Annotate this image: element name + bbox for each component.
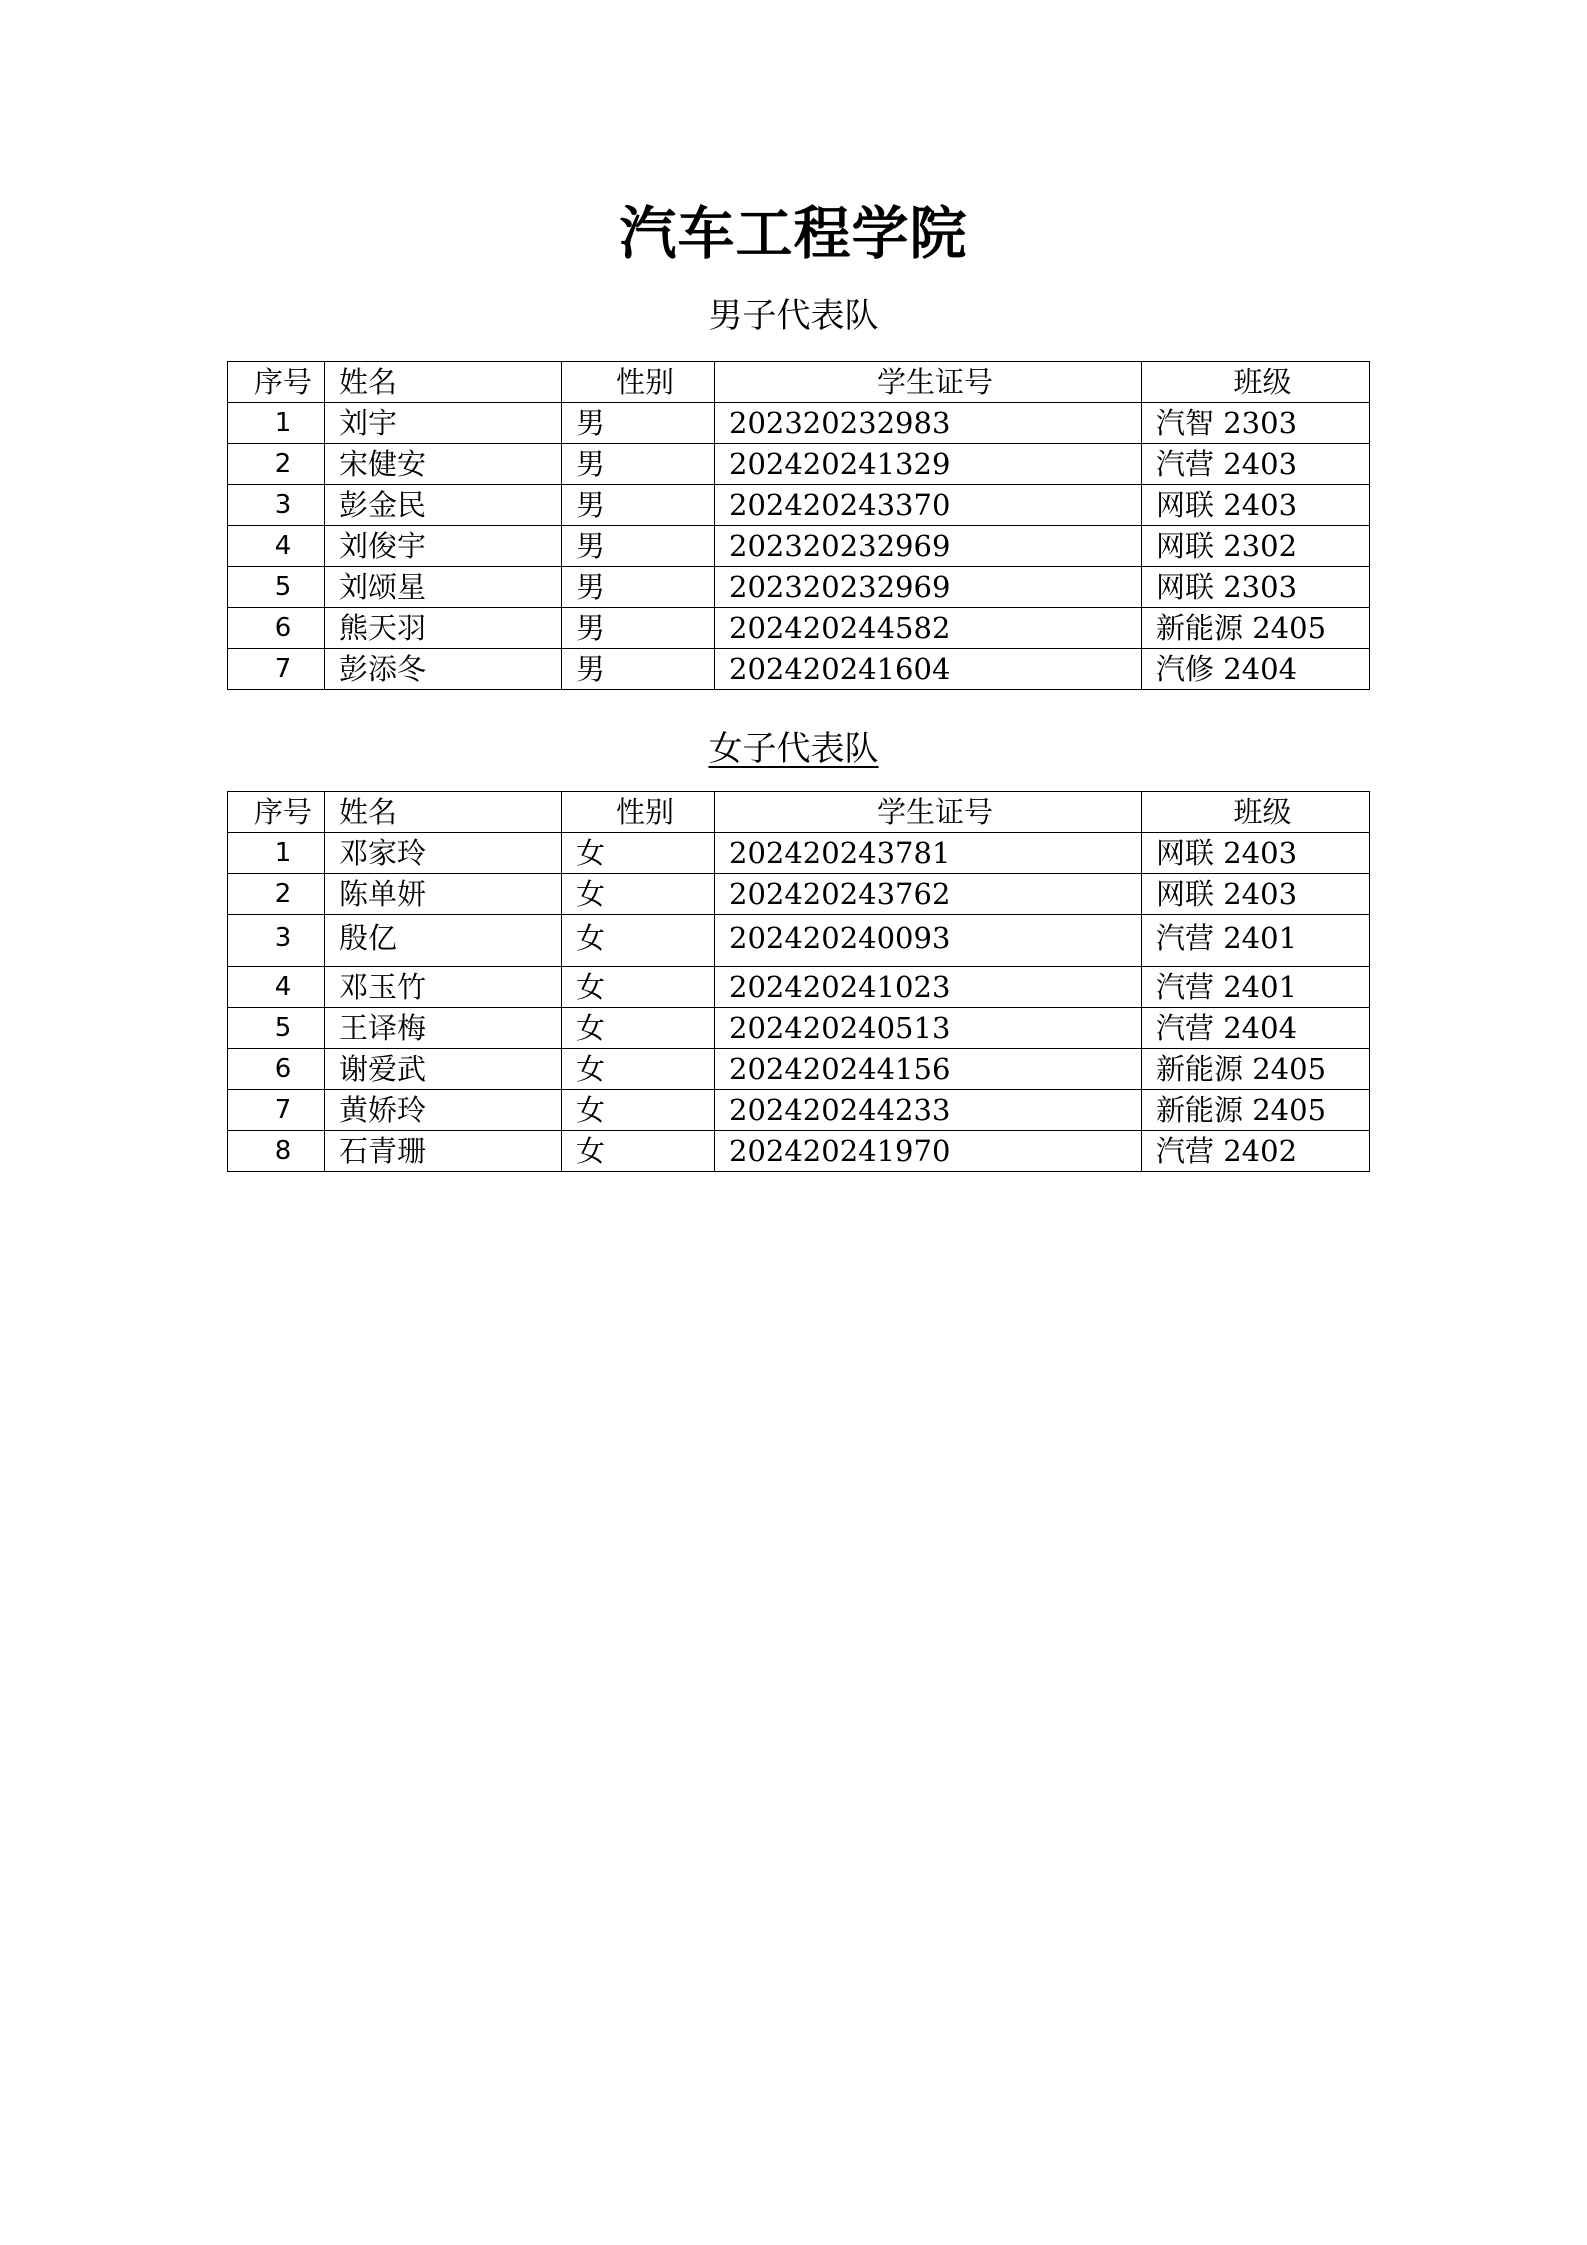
table-row — [228, 485, 1370, 526]
header-gender: 性别 — [562, 792, 715, 833]
boys-team-heading — [0, 295, 1587, 337]
cell-student-id: 202320232969 — [715, 526, 1142, 567]
header-name: 姓名 — [325, 362, 562, 403]
header-class: 班级 — [1142, 792, 1370, 833]
header-name: 姓名 — [325, 792, 562, 833]
cell-name: 刘宇 — [325, 403, 562, 444]
cell-name: 邓家玲 — [325, 833, 562, 874]
cell-no: 3 — [228, 485, 325, 526]
cell-name: 谢爱武 — [325, 1049, 562, 1090]
table-row — [228, 874, 1370, 915]
cell-class: 网联 2403 — [1142, 485, 1370, 526]
cell-gender: 女 — [562, 833, 715, 874]
cell-class: 汽营 2401 — [1142, 915, 1370, 967]
cell-no: 4 — [228, 526, 325, 567]
cell-no: 2 — [228, 874, 325, 915]
boys-team-rows — [228, 403, 1370, 690]
cell-student-id: 202420241023 — [715, 967, 1142, 1008]
cell-name: 陈单妍 — [325, 874, 562, 915]
cell-no: 1 — [228, 833, 325, 874]
cell-gender: 女 — [562, 1090, 715, 1131]
table-row — [228, 967, 1370, 1008]
cell-student-id: 202420244156 — [715, 1049, 1142, 1090]
cell-gender: 男 — [562, 608, 715, 649]
cell-student-id: 202420241329 — [715, 444, 1142, 485]
cell-class: 汽智 2303 — [1142, 403, 1370, 444]
table-header-row — [228, 792, 1370, 833]
cell-class: 网联 2303 — [1142, 567, 1370, 608]
table-row — [228, 1008, 1370, 1049]
cell-gender: 女 — [562, 1131, 715, 1172]
table-row — [228, 833, 1370, 874]
cell-name: 刘俊宇 — [325, 526, 562, 567]
cell-class: 汽营 2402 — [1142, 1131, 1370, 1172]
table-row — [228, 1049, 1370, 1090]
cell-name: 刘颂星 — [325, 567, 562, 608]
header-student-id: 学生证号 — [715, 362, 1142, 403]
cell-class: 汽营 2403 — [1142, 444, 1370, 485]
cell-gender: 男 — [562, 444, 715, 485]
cell-no: 3 — [228, 915, 325, 967]
cell-no: 7 — [228, 649, 325, 690]
cell-gender: 女 — [562, 1049, 715, 1090]
table-row — [228, 608, 1370, 649]
cell-name: 邓玉竹 — [325, 967, 562, 1008]
cell-no: 5 — [228, 1008, 325, 1049]
cell-gender: 男 — [562, 567, 715, 608]
cell-class: 汽营 2401 — [1142, 967, 1370, 1008]
cell-class: 汽营 2404 — [1142, 1008, 1370, 1049]
cell-no: 5 — [228, 567, 325, 608]
table-row — [228, 1131, 1370, 1172]
cell-gender: 女 — [562, 967, 715, 1008]
cell-no: 1 — [228, 403, 325, 444]
cell-name: 王译梅 — [325, 1008, 562, 1049]
table-row — [228, 649, 1370, 690]
cell-student-id: 202320232983 — [715, 403, 1142, 444]
table-row — [228, 1090, 1370, 1131]
cell-class: 网联 2302 — [1142, 526, 1370, 567]
girls-team-heading-text: 女子代表队 — [708, 729, 879, 769]
boys-team-table — [227, 361, 1370, 690]
header-student-id: 学生证号 — [715, 792, 1142, 833]
table-header-row — [228, 362, 1370, 403]
cell-class: 汽修 2404 — [1142, 649, 1370, 690]
header-no: 序号 — [228, 792, 325, 833]
cell-gender: 男 — [562, 403, 715, 444]
girls-team-rows — [228, 833, 1370, 1172]
table-row — [228, 444, 1370, 485]
cell-student-id: 202420243762 — [715, 874, 1142, 915]
cell-name: 石青珊 — [325, 1131, 562, 1172]
cell-no: 6 — [228, 1049, 325, 1090]
table-row — [228, 915, 1370, 967]
cell-no: 8 — [228, 1131, 325, 1172]
table-row — [228, 403, 1370, 444]
table-row — [228, 567, 1370, 608]
cell-name: 彭金民 — [325, 485, 562, 526]
cell-name: 黄娇玲 — [325, 1090, 562, 1131]
cell-class: 新能源 2405 — [1142, 1049, 1370, 1090]
cell-student-id: 202420244233 — [715, 1090, 1142, 1131]
cell-student-id: 202420243370 — [715, 485, 1142, 526]
cell-class: 新能源 2405 — [1142, 608, 1370, 649]
cell-student-id: 202420241604 — [715, 649, 1142, 690]
cell-gender: 男 — [562, 526, 715, 567]
header-no: 序号 — [228, 362, 325, 403]
cell-name: 彭添冬 — [325, 649, 562, 690]
cell-student-id: 202420240513 — [715, 1008, 1142, 1049]
cell-no: 6 — [228, 608, 325, 649]
cell-class: 网联 2403 — [1142, 874, 1370, 915]
cell-no: 4 — [228, 967, 325, 1008]
table-row — [228, 526, 1370, 567]
cell-student-id: 202420241970 — [715, 1131, 1142, 1172]
page-title: 汽车工程学院 — [619, 200, 968, 267]
girls-team-table — [227, 791, 1370, 1172]
cell-no: 7 — [228, 1090, 325, 1131]
cell-gender: 女 — [562, 874, 715, 915]
cell-student-id: 202420243781 — [715, 833, 1142, 874]
cell-gender: 女 — [562, 1008, 715, 1049]
boys-team-heading-text: 男子代表队 — [708, 296, 879, 336]
cell-no: 2 — [228, 444, 325, 485]
cell-student-id: 202420240093 — [715, 915, 1142, 967]
header-gender: 性别 — [562, 362, 715, 403]
cell-gender: 男 — [562, 649, 715, 690]
cell-student-id: 202420244582 — [715, 608, 1142, 649]
cell-class: 新能源 2405 — [1142, 1090, 1370, 1131]
cell-name: 殷亿 — [325, 915, 562, 967]
header-class: 班级 — [1142, 362, 1370, 403]
girls-team-heading — [0, 728, 1587, 770]
cell-name: 宋健安 — [325, 444, 562, 485]
cell-gender: 女 — [562, 915, 715, 967]
cell-student-id: 202320232969 — [715, 567, 1142, 608]
cell-name: 熊天羽 — [325, 608, 562, 649]
cell-class: 网联 2403 — [1142, 833, 1370, 874]
cell-gender: 男 — [562, 485, 715, 526]
